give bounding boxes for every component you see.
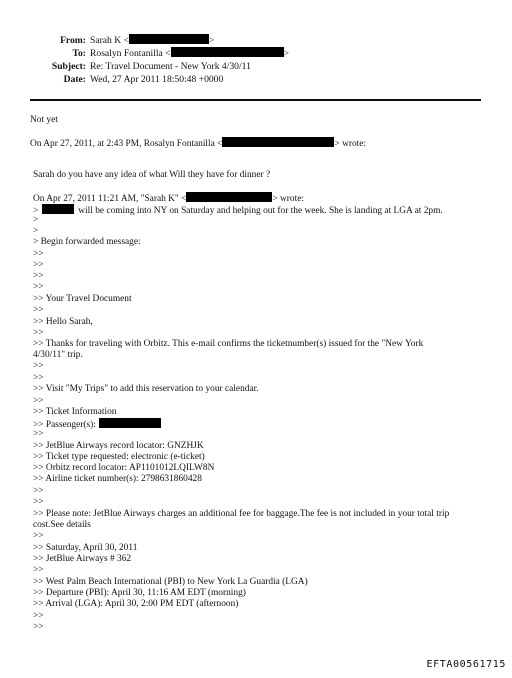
- flight-route: >> West Palm Beach International (PBI) to New York La Guardia (LGA): [33, 577, 308, 587]
- quote-marker: >: [33, 226, 39, 236]
- quote-marker: >>: [33, 396, 44, 406]
- quote-marker: >>: [33, 565, 44, 575]
- visit-text: >> Visit "My Trips" to add this reservation to your calendar.: [33, 384, 259, 394]
- quote-marker: >: [33, 215, 39, 225]
- subject-row: [30, 61, 251, 73]
- quote-marker: >>: [33, 282, 44, 292]
- passengers-line: [33, 418, 161, 431]
- redaction-box: [171, 47, 284, 57]
- quote-marker: >>: [33, 429, 44, 439]
- from-suffix: >: [208, 35, 215, 46]
- to-value: Rosalyn Fontanilla <: [90, 48, 171, 59]
- quote-marker: >>: [33, 271, 44, 281]
- ticket-type: >> Ticket type requested: electronic (e-ticket): [33, 452, 205, 462]
- quote-header-suffix: > wrote:: [272, 194, 304, 204]
- thanks-text: >> Thanks for traveling with Orbitz. This e-mail confirms the ticketnumber(s) issued for the "New York: [33, 339, 424, 349]
- quote-marker: >: [33, 206, 39, 216]
- subject-label: Subject:: [51, 61, 86, 72]
- travel-doc-title: >> Your Travel Document: [33, 294, 132, 304]
- redaction-box: [222, 137, 334, 147]
- flight-number: >> JetBlue Airways # 362: [33, 554, 132, 564]
- quote-marker: >>: [33, 497, 44, 507]
- baggage-note-cont: cost.See details: [33, 520, 91, 530]
- quote-header-prefix: On Apr 27, 2011, at 2:43 PM, Rosalyn Fontanilla <: [30, 139, 223, 149]
- reply-text: Not yet: [30, 115, 58, 125]
- redaction-box: [129, 34, 209, 44]
- quote-header: [30, 137, 366, 150]
- forwarded-text: > Begin forwarded message:: [33, 237, 141, 247]
- subject-value: Re: Travel Document - New York 4/30/11: [90, 61, 251, 72]
- redaction-box: [99, 418, 161, 428]
- date-label: Date:: [63, 74, 86, 85]
- ticket-info-title: >> Ticket Information: [33, 407, 117, 417]
- from-value: Sarah K <: [90, 35, 129, 46]
- quote-marker: >>: [33, 611, 44, 621]
- quote-marker: >>: [33, 531, 44, 541]
- date-value: Wed, 27 Apr 2011 18:50:48 +0000: [90, 74, 224, 85]
- baggage-note: >> Please note: JetBlue Airways charges an additional fee for baggage.The fee is not included in your total trip: [33, 509, 450, 519]
- header-divider: [30, 99, 481, 101]
- departure-line: >> Departure (PBI): April 30, 11:16 AM EDT (morning): [33, 588, 246, 598]
- from-label: From:: [60, 35, 86, 46]
- to-row: [30, 47, 289, 60]
- quote-marker: >>: [33, 361, 44, 371]
- quote-marker: >>: [33, 486, 44, 496]
- quote-header-prefix: On Apr 27, 2011 11:21 AM, "Sarah K" <: [33, 194, 187, 204]
- to-label: To:: [72, 48, 86, 59]
- landing-line: [33, 204, 443, 217]
- thanks-text-cont: 4/30/11" trip.: [33, 350, 83, 360]
- greeting-text: >> Hello Sarah,: [33, 317, 93, 327]
- redaction-box: [42, 204, 74, 214]
- question-text: Sarah do you have any idea of what Will they have for dinner ?: [33, 170, 271, 180]
- to-suffix: >: [283, 48, 289, 59]
- date-row: [30, 74, 223, 86]
- quote-marker: >>: [33, 622, 44, 632]
- document-id: EFTA00561715: [426, 659, 506, 670]
- quote-marker: >>: [33, 249, 44, 259]
- quote-marker: >>: [33, 260, 44, 270]
- record-locator: >> JetBlue Airways record locator: GNZHJK: [33, 441, 204, 451]
- orbitz-locator: >> Orbitz record locator: AP1101012LQILW8N: [33, 463, 215, 473]
- quote-marker: >>: [33, 328, 44, 338]
- redaction-box: [186, 192, 272, 202]
- quote-marker: >>: [33, 373, 44, 383]
- passengers-label: >> Passenger(s):: [33, 420, 96, 430]
- airline-ticket-number: >> Airline ticket number(s): 2798631860428: [33, 474, 202, 484]
- quote-header-suffix: > wrote:: [334, 139, 367, 149]
- landing-text: will be coming into NY on Saturday and helping out for the week. She is landing at LGA at 2pm.: [78, 206, 443, 216]
- from-row: [30, 34, 214, 47]
- flight-date: >> Saturday, April 30, 2011: [33, 543, 138, 553]
- quote-marker: >>: [33, 305, 44, 315]
- arrival-line: >> Arrival (LGA): April 30, 2:00 PM EDT (afternoon): [33, 599, 239, 609]
